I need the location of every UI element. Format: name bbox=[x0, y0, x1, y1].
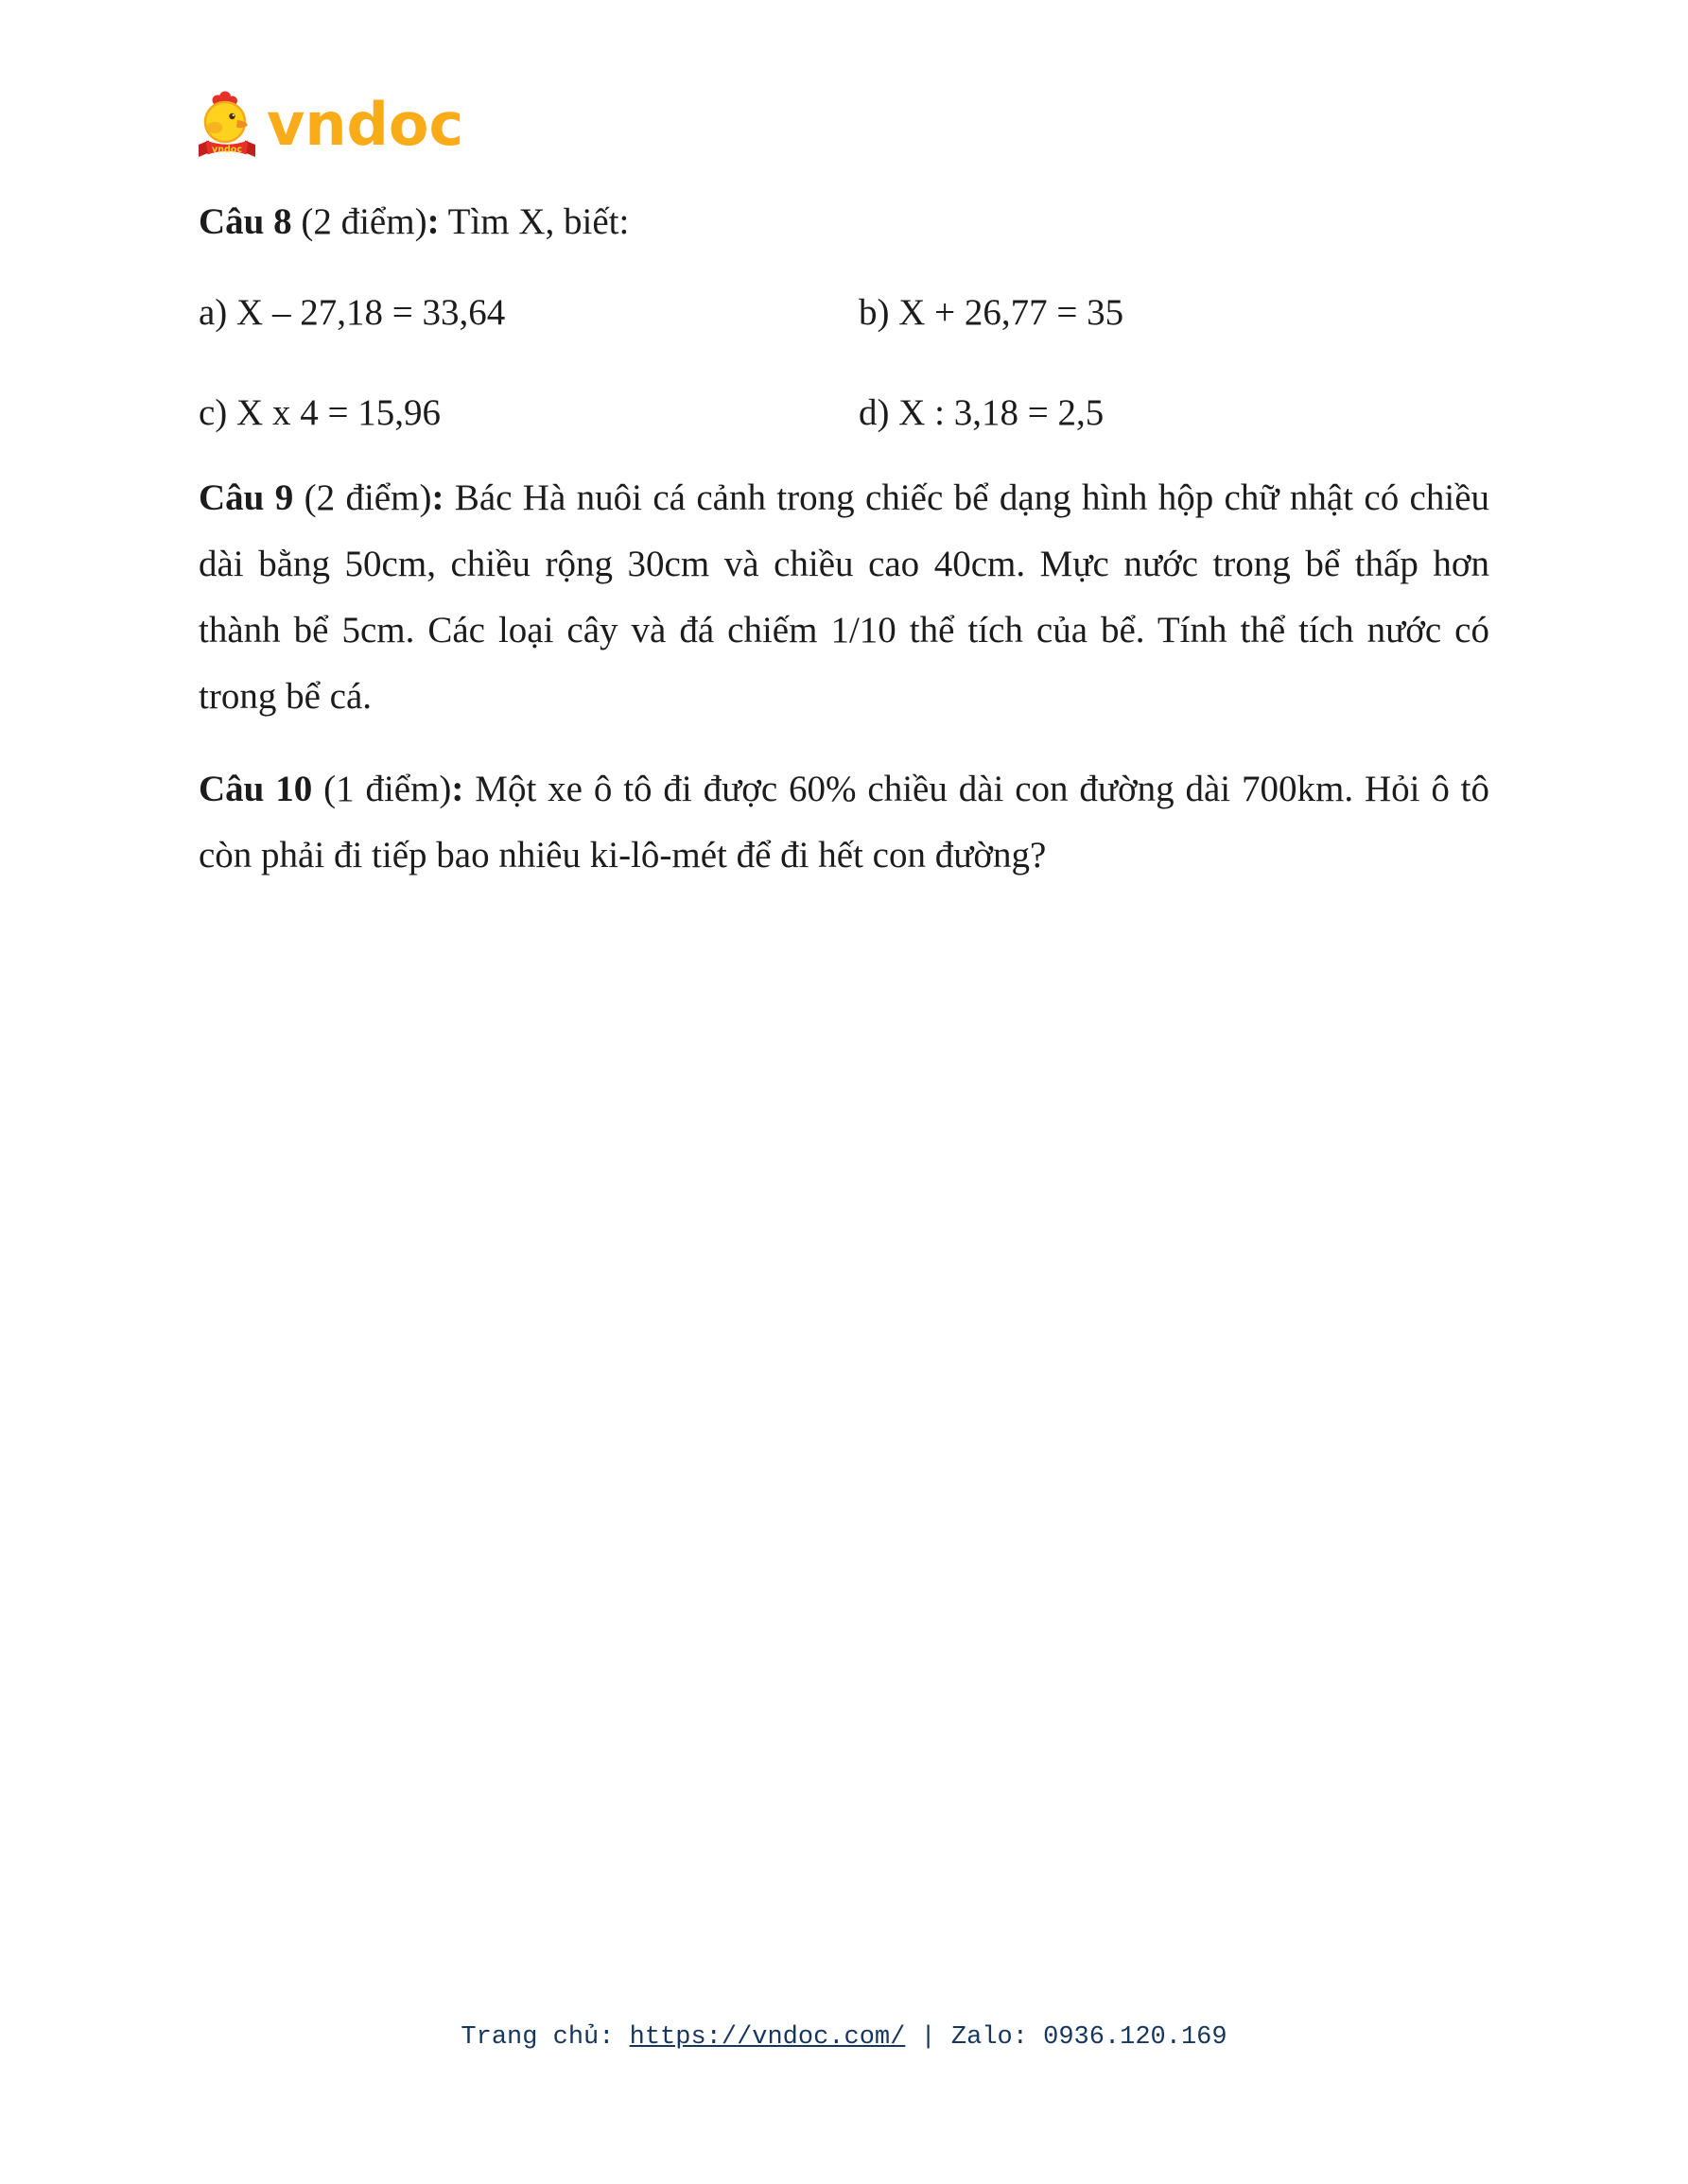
equation-c: c) X x 4 = 15,96 bbox=[199, 392, 441, 433]
footer-separator: | bbox=[920, 2023, 936, 2052]
question-9-points: (2 điểm) bbox=[304, 477, 432, 518]
equation-b: b) X + 26,77 = 35 bbox=[859, 292, 1124, 333]
footer-zalo-label: Zalo: bbox=[950, 2023, 1028, 2052]
question-8-equations-row-2 bbox=[199, 380, 1489, 446]
question-8-intro: Tìm X, biết: bbox=[447, 201, 630, 242]
question-9-body: Bác Hà nuôi cá cảnh trong chiếc bể dạng hình hộp chữ nhật có chiều dài bằng 50cm, chiều rộng 30cm và chiều cao 40cm. Mực nước trong bể thấp hơn thành bể 5cm. Các loại cây và đá chiếm 1/10 thể tích của bể. Tính thể tích nước có trong bể cá. bbox=[199, 477, 1490, 717]
question-10-points: (1 điểm) bbox=[323, 769, 452, 809]
question-8-colon: : bbox=[426, 201, 440, 242]
vndoc-wordmark: vndoc bbox=[267, 89, 464, 159]
question-8-points: (2 điểm) bbox=[301, 201, 427, 242]
footer-zalo-number: 0936.120.169 bbox=[1043, 2023, 1227, 2052]
equation-d: d) X : 3,18 = 2,5 bbox=[859, 392, 1105, 433]
question-10-paragraph bbox=[199, 756, 1489, 889]
question-10-label: Câu 10 bbox=[199, 769, 313, 809]
footer-home-link[interactable]: https://vndoc.com/ bbox=[629, 2023, 906, 2052]
footer bbox=[0, 2023, 1688, 2052]
question-9-colon: : bbox=[431, 477, 444, 518]
logo-banner-text: vndoc bbox=[212, 145, 242, 155]
equation-a: a) X – 27,18 = 33,64 bbox=[199, 292, 506, 333]
vndoc-logo bbox=[197, 91, 463, 165]
question-10-colon: : bbox=[451, 769, 464, 809]
question-8-heading bbox=[199, 189, 1489, 255]
question-9-label: Câu 9 bbox=[199, 477, 294, 518]
vndoc-chicken-mascot-icon bbox=[197, 91, 257, 165]
question-8-label: Câu 8 bbox=[199, 201, 292, 242]
footer-home-label: Trang chủ: bbox=[461, 2023, 615, 2052]
question-8-equations-row-1 bbox=[199, 280, 1489, 346]
question-10-body: Một xe ô tô đi được 60% chiều dài con đường dài 700km. Hỏi ô tô còn phải đi tiếp bao nhiêu ki-lô-mét để đi hết con đường? bbox=[199, 769, 1490, 875]
question-9-paragraph bbox=[199, 465, 1489, 730]
